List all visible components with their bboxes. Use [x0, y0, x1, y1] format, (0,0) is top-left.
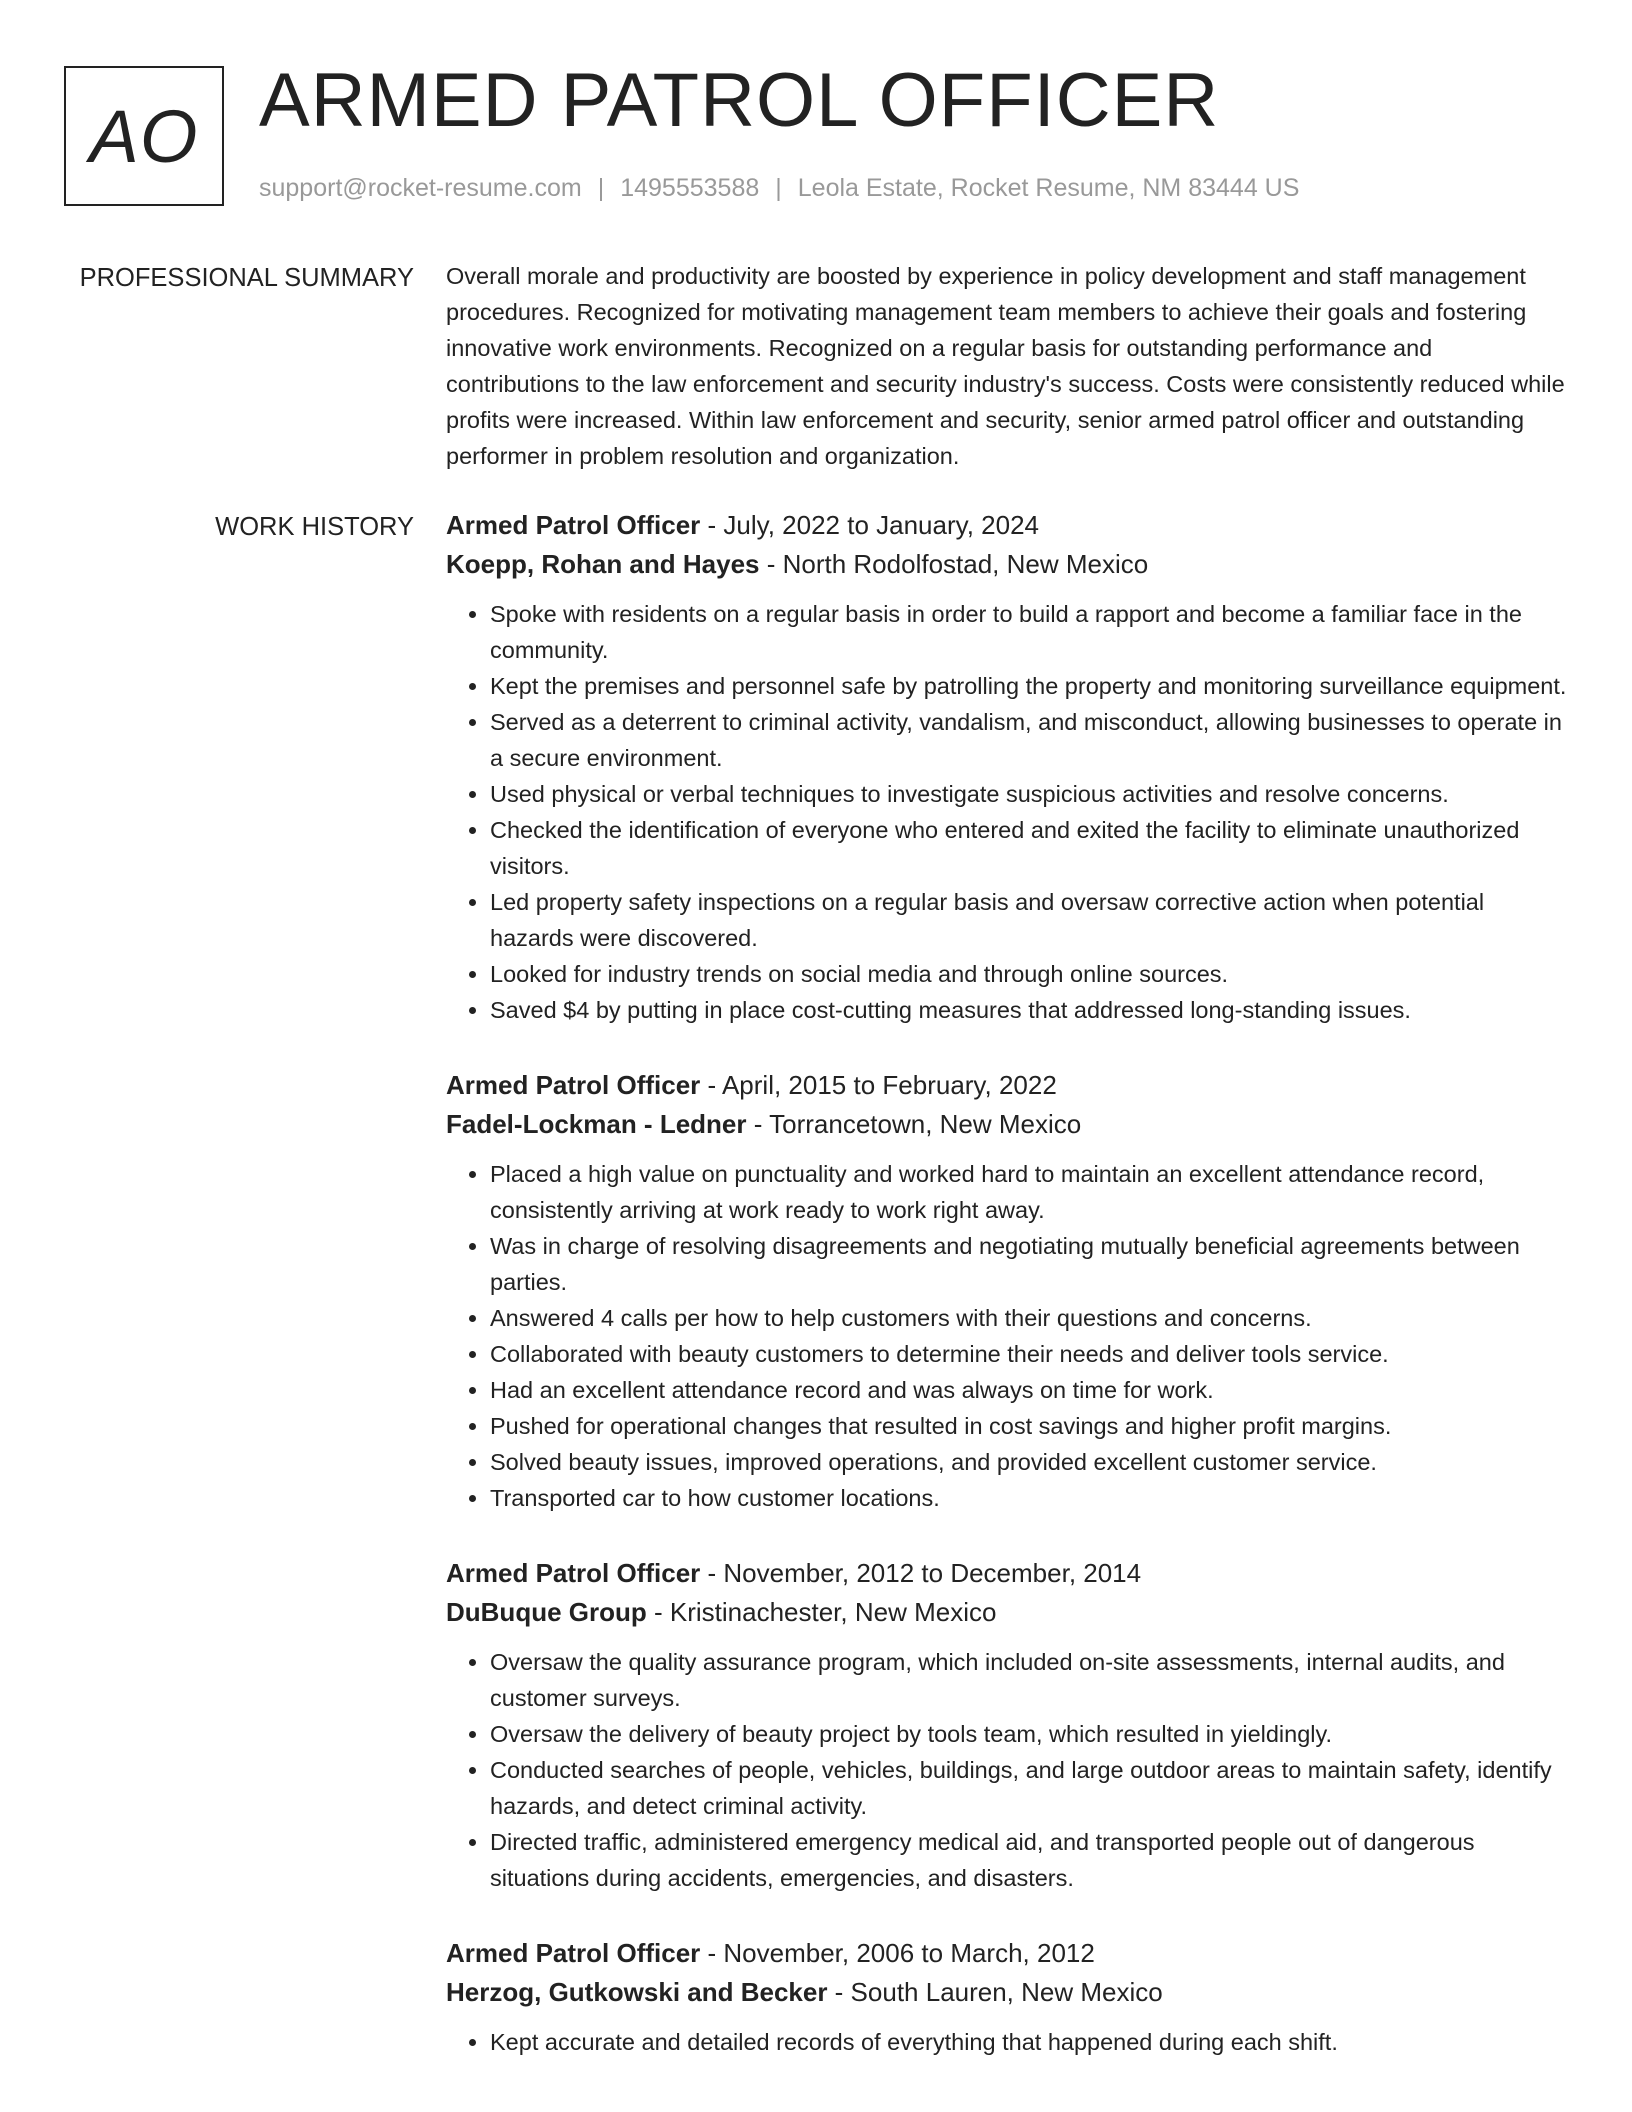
job-dates: - November, 2012 to December, 2014: [700, 1558, 1142, 1588]
contact-phone: 1495553588: [620, 174, 760, 202]
job-bullet: • Conducted searches of people, vehicles, buildings, and large outdoor areas to maintain safety, identify hazards, and detect criminal activity.: [490, 1752, 1571, 1824]
job-dates: - April, 2015 to February, 2022: [700, 1070, 1057, 1100]
job-dates: - November, 2006 to March, 2012: [700, 1938, 1095, 1968]
job-title-line: [446, 1554, 1571, 1593]
job-bullet: • Solved beauty issues, improved operations, and provided excellent customer service.: [490, 1444, 1571, 1480]
contact-separator: |: [597, 174, 605, 202]
contact-address: Leola Estate, Rocket Resume, NM 83444 US: [797, 174, 1300, 202]
job-bullet: • Spoke with residents on a regular basis in order to build a rapport and become a familiar face in the community.: [490, 596, 1571, 668]
job-bullet: • Looked for industry trends on social media and through online sources.: [490, 956, 1571, 992]
job-bullet: • Kept accurate and detailed records of everything that happened during each shift.: [490, 2024, 1571, 2060]
job-entry: [446, 1066, 1571, 1516]
job-company: DuBuque Group: [446, 1597, 647, 1627]
job-bullet: • Saved $4 by putting in place cost-cutting measures that addressed long-standing issues.: [490, 992, 1571, 1028]
job-entry: [446, 1554, 1571, 1896]
job-location: - South Lauren, New Mexico: [827, 1977, 1163, 2007]
contact-line: [259, 174, 1299, 203]
job-company-line: [446, 1105, 1571, 1144]
job-bullets: [446, 2024, 1571, 2060]
job-bullet: • Pushed for operational changes that resulted in cost savings and higher profit margins.: [490, 1408, 1571, 1444]
job-bullet: • Collaborated with beauty customers to determine their needs and deliver tools service.: [490, 1336, 1571, 1372]
job-location: - Torrancetown, New Mexico: [746, 1109, 1082, 1139]
contact-email: support@rocket-resume.com: [259, 174, 582, 202]
job-bullet: • Checked the identification of everyone who entered and exited the facility to eliminate unauthorized visitors.: [490, 812, 1571, 884]
job-title: Armed Patrol Officer: [446, 1558, 701, 1588]
job-entry: [446, 506, 1571, 1028]
job-title-line: [446, 1066, 1571, 1105]
monogram-box: [64, 66, 224, 206]
job-bullet: • Answered 4 calls per how to help customers with their questions and concerns.: [490, 1300, 1571, 1336]
job-company: Fadel-Lockman - Ledner: [446, 1109, 747, 1139]
job-title: Armed Patrol Officer: [446, 1938, 701, 1968]
job-company: Koepp, Rohan and Hayes: [446, 549, 760, 579]
job-bullet: • Oversaw the quality assurance program, which included on-site assessments, internal audits, and customer surveys.: [490, 1644, 1571, 1716]
job-company-line: [446, 1593, 1571, 1632]
job-bullets: [446, 1644, 1571, 1896]
work-history-list: [446, 506, 1571, 2098]
job-company-line: [446, 1973, 1571, 2012]
summary-section-label: PROFESSIONAL SUMMARY: [79, 264, 414, 292]
job-title-line: [446, 506, 1571, 545]
job-bullet: • Had an excellent attendance record and was always on time for work.: [490, 1372, 1571, 1408]
job-bullet: • Kept the premises and personnel safe by patrolling the property and monitoring surveillance equipment.: [490, 668, 1571, 704]
job-title-line: [446, 1934, 1571, 1973]
contact-separator: |: [775, 174, 782, 202]
job-company-line: [446, 545, 1571, 584]
job-location: - North Rodolfostad, New Mexico: [759, 549, 1149, 579]
job-title: Armed Patrol Officer: [446, 510, 701, 540]
job-location: - Kristinachester, New Mexico: [646, 1597, 997, 1627]
job-bullet: • Oversaw the delivery of beauty project by tools team, which resulted in yieldingly.: [490, 1716, 1571, 1752]
job-bullet: • Placed a high value on punctuality and worked hard to maintain an excellent attendance record, consistently arriving at work ready to work right away.: [490, 1156, 1571, 1228]
job-bullets: [446, 596, 1571, 1028]
resume-title: ARMED PATROL OFFICER: [259, 58, 1220, 143]
job-bullets: [446, 1156, 1571, 1516]
job-dates: - July, 2022 to January, 2024: [700, 510, 1039, 540]
job-bullet: • Used physical or verbal techniques to investigate suspicious activities and resolve concerns.: [490, 776, 1571, 812]
job-bullet: • Was in charge of resolving disagreements and negotiating mutually beneficial agreements between parties.: [490, 1228, 1571, 1300]
job-company: Herzog, Gutkowski and Becker: [446, 1977, 828, 2007]
job-entry: [446, 1934, 1571, 2060]
work-history-section-label: WORK HISTORY: [215, 513, 414, 541]
summary-text: Overall morale and productivity are boosted by experience in policy development and staff management procedures. Recognized for motivating management team members to achieve their goals and fostering innovative work environments. Recognized on a regular basis for outstanding performance and contributions to the law enforcement and security industry's success. Costs were consistently reduced while profits were increased. Within law enforcement and security, senior armed patrol officer and outstanding performer in problem resolution and organization.: [446, 263, 1565, 469]
job-bullet: • Transported car to how customer locations.: [490, 1480, 1571, 1516]
job-title: Armed Patrol Officer: [446, 1070, 701, 1100]
job-bullet: • Served as a deterrent to criminal activity, vandalism, and misconduct, allowing businesses to operate in a secure environment.: [490, 704, 1571, 776]
job-bullet: • Directed traffic, administered emergency medical aid, and transported people out of dangerous situations during accidents, emergencies, and disasters.: [490, 1824, 1571, 1896]
job-bullet: • Led property safety inspections on a regular basis and oversaw corrective action when potential hazards were discovered.: [490, 884, 1571, 956]
monogram-initials: AO: [89, 94, 199, 178]
